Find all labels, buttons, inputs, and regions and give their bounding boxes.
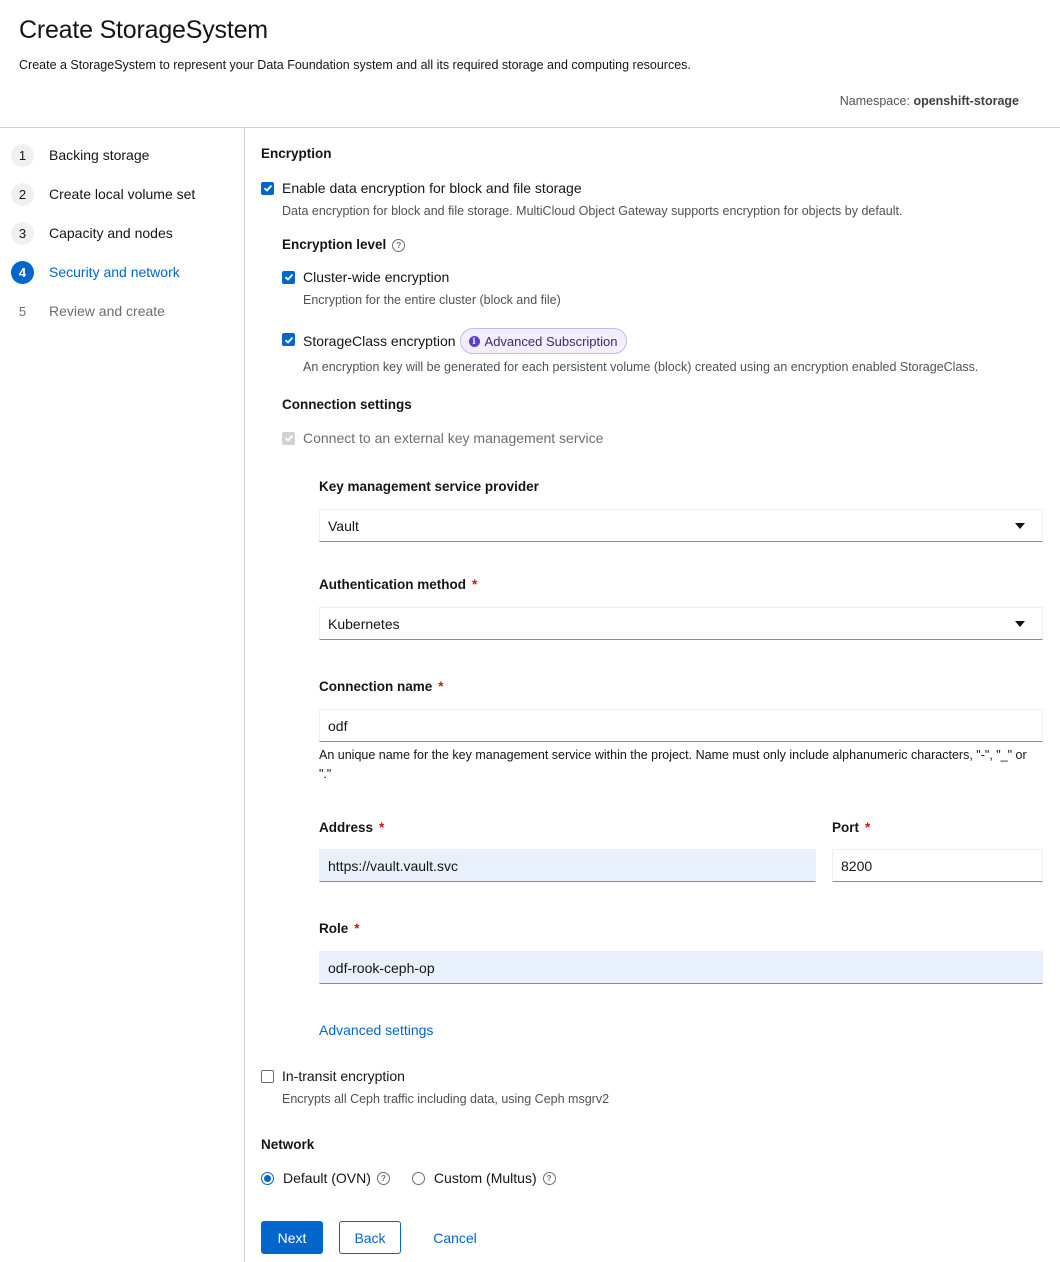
page-title: Create StorageSystem xyxy=(19,16,268,44)
in-transit-help: Encrypts all Ceph traffic including data, using Ceph msgrv2 xyxy=(282,1092,610,1106)
port-label-row xyxy=(832,820,870,835)
network-options xyxy=(261,1170,556,1186)
role-label-row xyxy=(319,921,360,936)
step-number: 4 xyxy=(11,261,34,284)
storageclass-label: StorageClass encryption xyxy=(303,333,456,349)
auth-method-label-row xyxy=(319,577,477,592)
in-transit-label: In-transit encryption xyxy=(282,1068,405,1084)
storageclass-checkbox[interactable] xyxy=(282,333,295,346)
address-value: https://vault.vault.svc xyxy=(328,857,458,874)
port-value: 8200 xyxy=(841,857,873,874)
check-icon xyxy=(263,183,273,193)
namespace-indicator xyxy=(840,94,1019,108)
kms-provider-select[interactable] xyxy=(319,509,1043,542)
storageclass-help: An encryption key will be generated for each persistent volume (block) created using an encryption enabled StorageClass. xyxy=(303,360,979,374)
step-label: Create local volume set xyxy=(49,186,196,202)
required-mark: * xyxy=(865,820,871,835)
role-label: Role xyxy=(319,921,349,936)
connection-name-label-row xyxy=(319,679,444,694)
cluster-wide-row xyxy=(282,269,449,285)
wizard-step-local-volume-set[interactable] xyxy=(11,182,195,206)
step-label: Backing storage xyxy=(49,147,150,163)
kms-provider-value: Vault xyxy=(328,517,359,534)
enable-encryption-row xyxy=(261,180,582,196)
next-button[interactable]: Next xyxy=(261,1221,323,1254)
step-number: 1 xyxy=(11,144,34,167)
page-description: Create a StorageSystem to represent your Data Foundation system and all its required storage and computing resources. xyxy=(19,58,691,72)
wizard-step-review-create[interactable] xyxy=(11,299,165,323)
network-custom-radio[interactable] xyxy=(412,1172,425,1185)
required-mark: * xyxy=(438,679,444,694)
auth-method-value: Kubernetes xyxy=(328,615,400,632)
kms-connect-label: Connect to an external key management service xyxy=(303,430,604,446)
address-label: Address xyxy=(319,820,374,835)
wizard-step-capacity-nodes[interactable] xyxy=(11,221,173,245)
help-icon[interactable]: ? xyxy=(377,1172,390,1185)
enable-encryption-label: Enable data encryption for block and file storage xyxy=(282,180,582,196)
step-number: 5 xyxy=(18,303,27,319)
enable-encryption-checkbox[interactable] xyxy=(261,182,274,195)
cancel-button[interactable]: Cancel xyxy=(433,1229,477,1246)
check-icon xyxy=(284,335,294,345)
namespace-label: Namespace: xyxy=(839,94,910,108)
required-mark: * xyxy=(472,577,478,592)
step-number: 2 xyxy=(11,183,34,206)
page-header xyxy=(0,0,1060,128)
back-button[interactable]: Back xyxy=(339,1221,401,1254)
wizard-step-security-network[interactable] xyxy=(11,260,180,284)
advanced-subscription-badge xyxy=(460,328,627,354)
wizard-nav xyxy=(0,128,245,1262)
help-icon[interactable]: ? xyxy=(392,239,405,252)
network-default-radio[interactable] xyxy=(261,1172,274,1185)
network-default-label: Default (OVN) xyxy=(283,1170,371,1186)
address-input[interactable] xyxy=(319,849,816,882)
encryption-level-text: Encryption level xyxy=(282,237,387,252)
connection-name-value: odf xyxy=(328,717,348,734)
network-title: Network xyxy=(261,1137,315,1152)
info-icon: i xyxy=(469,336,480,347)
network-custom-label: Custom (Multus) xyxy=(433,1170,537,1186)
address-label-row xyxy=(319,820,384,835)
encryption-title: Encryption xyxy=(261,146,332,161)
advanced-settings-link[interactable]: Advanced settings xyxy=(319,1022,434,1038)
step-label: Review and create xyxy=(49,303,165,319)
kms-connect-row xyxy=(282,430,603,446)
auth-method-select[interactable] xyxy=(319,607,1043,640)
kms-connect-checkbox[interactable] xyxy=(282,432,295,445)
cluster-wide-label: Cluster-wide encryption xyxy=(303,269,450,285)
check-icon xyxy=(284,433,294,443)
connection-settings-title: Connection settings xyxy=(282,397,412,412)
port-input[interactable] xyxy=(832,849,1043,882)
role-value: odf-rook-ceph-op xyxy=(328,959,435,976)
required-mark: * xyxy=(354,921,360,936)
step-label: Security and network xyxy=(49,264,180,280)
kms-provider-label: Key management service provider xyxy=(319,479,539,494)
connection-name-input[interactable] xyxy=(319,709,1043,742)
enable-encryption-help: Data encryption for block and file storage. MultiCloud Object Gateway supports encryption for objects by default. xyxy=(282,204,903,218)
badge-label: Advanced Subscription xyxy=(484,333,618,349)
cluster-wide-help: Encryption for the entire cluster (block and file) xyxy=(303,293,561,307)
role-input[interactable] xyxy=(319,951,1043,984)
storageclass-row xyxy=(282,328,627,354)
caret-down-icon xyxy=(1015,523,1025,529)
connection-name-help: An unique name for the key management service within the project. Name must only include alphanumeric characters, "-", "_" or "." xyxy=(319,748,1027,781)
in-transit-checkbox[interactable] xyxy=(261,1070,274,1083)
step-number: 3 xyxy=(11,222,34,245)
port-label: Port xyxy=(832,820,859,835)
caret-down-icon xyxy=(1015,621,1025,627)
auth-method-label: Authentication method xyxy=(319,577,466,592)
encryption-level-title xyxy=(282,237,405,252)
namespace-value: openshift-storage xyxy=(913,94,1019,108)
wizard-step-backing-storage[interactable] xyxy=(11,143,149,167)
help-icon[interactable]: ? xyxy=(543,1172,556,1185)
required-mark: * xyxy=(379,820,385,835)
cluster-wide-checkbox[interactable] xyxy=(282,271,295,284)
step-label: Capacity and nodes xyxy=(49,225,173,241)
check-icon xyxy=(284,272,294,282)
in-transit-row xyxy=(261,1068,405,1084)
connection-name-label: Connection name xyxy=(319,679,433,694)
